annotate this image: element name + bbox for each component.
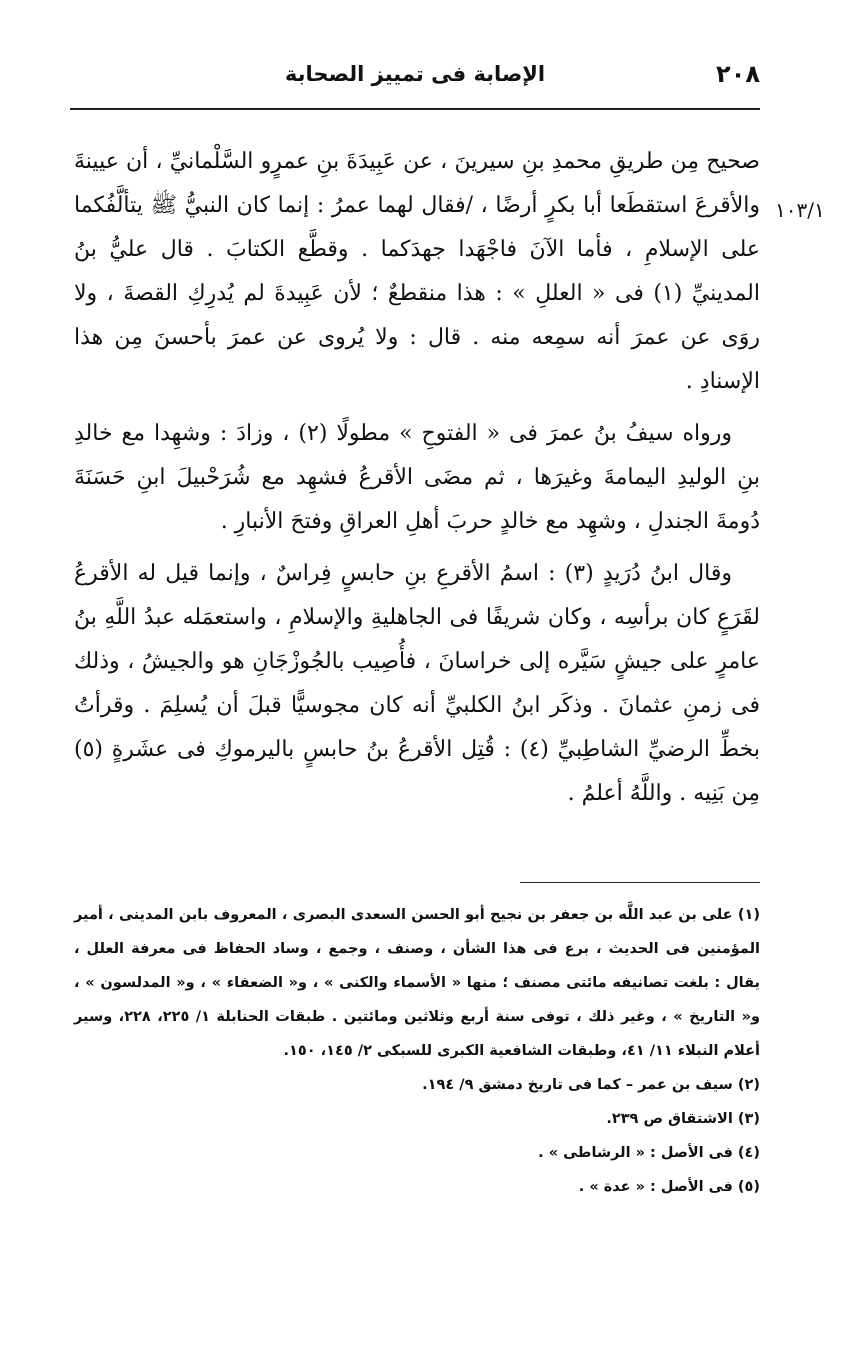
page-number: ٢٠٨	[716, 60, 760, 88]
page-header	[70, 60, 760, 100]
footnote-1: (١) على بن عبد اللَّه بن جعفر بن نجيح أبو الحسن السعدى البصرى ، المعروف بابن المدينى ، أمير المؤمنين فى الحديث ، برع فى هذا الشأن ، وصنف ، وجمع ، وساد الحفاظ فى معرفة العلل ، يقال : بلغت تصانيفه مائتى مصنف ؛ منها « الأسماء والكنى » ، و« الضعفاء » ، و« المدلسون » ، و« التاريخ » ، وغير ذلك ، توفى سنة أربع وثلاثين ومائتين . طبقات الحنابلة ١/ ٢٢٥، ٢٢٨، وسير أعلام النبلاء ١١/ ٤١، وطبقات الشافعية الكبرى للسبكى ٢/ ١٤٥، ١٥٠.	[74, 907, 760, 1059]
running-title: الإصابة فى تمييز الصحابة	[284, 62, 546, 86]
paragraph-2: ورواه سيفُ بنُ عمرَ فى « الفتوحِ » مطولًا (٢) ، وزادَ : وشهِدا مع خالدِ بنِ الوليدِ اليمامةَ وغيرَها ، ثم مضَى الأقرعُ فشهِد مع شُرَحْبيلَ ابنِ حَسَنَةَ دُومةَ الجندلِ ، وشهِد مع خالدٍ حربَ أهلِ العراقِ وفتحَ الأنبارِ .	[74, 421, 760, 534]
footnote-4: (٤) فى الأصل : « الرشاطى » .	[538, 1145, 760, 1161]
margin-reference: ١٠٣/١	[775, 198, 825, 222]
footnote-divider	[520, 882, 760, 883]
footnotes	[74, 898, 760, 1204]
footnote-2: (٢) سيف بن عمر – كما فى تاريخ دمشق ٩/ ١٩٤.	[422, 1077, 760, 1093]
footnote-5: (٥) فى الأصل : « عدة » .	[578, 1179, 760, 1195]
footnote-3: (٣) الاشتقاق ص ٢٣٩.	[606, 1111, 760, 1127]
header-divider	[70, 108, 760, 110]
main-text	[74, 140, 760, 824]
paragraph-1: صحيح مِن طريقِ محمدِ بنِ سيرينَ ، عن عَبِيدَةَ بنِ عمرٍو السَّلْمانيِّ ، أن عيينةَ والأقرعَ استقطَعا أبا بكرٍ أرضًا ، /فقال لهما عمرُ : إنما كان النبيُّ ﷺ يتألَّفُكما على الإسلامِ ، فأما الآنَ فاجْهَدا جهدَكما . وقطَّع الكتابَ . قال عليُّ بنُ المدينيِّ (١) فى « العللِ » : هذا منقطعٌ ؛ لأن عَبِيدةَ لم يُدرِكِ القصةَ ، ولا روَى عن عمرَ أنه سمِعه منه . قال : ولا يُروى عن عمرَ بأحسنَ مِن هذا الإسنادِ .	[74, 149, 760, 394]
paragraph-3: وقال ابنُ دُرَيدٍ (٣) : اسمُ الأقرعِ بنِ حابسٍ فِراسٌ ، وإنما قيل له الأقرعُ لقَرَعٍ كان برأسِه ، وكان شريفًا فى الجاهليةِ والإسلامِ ، واستعمَله عبدُ اللَّهِ بنُ عامرٍ على جيشٍ سَيَّره إلى خراسانَ ، فأُصِيب بالجُوزْجَانِ هو والجيشُ ، وذلك فى زمنِ عثمانَ . وذكَر ابنُ الكلبيِّ أنه كان مجوسيًّا قبلَ أن يُسلِمَ . وقرأتُ بخطِّ الرضيِّ الشاطِبيِّ (٤) : قُتِل الأقرعُ بنُ حابسٍ باليرموكِ فى عشَرةٍ (٥) مِن بَنِيه . واللَّهُ أعلمُ .	[74, 561, 760, 806]
